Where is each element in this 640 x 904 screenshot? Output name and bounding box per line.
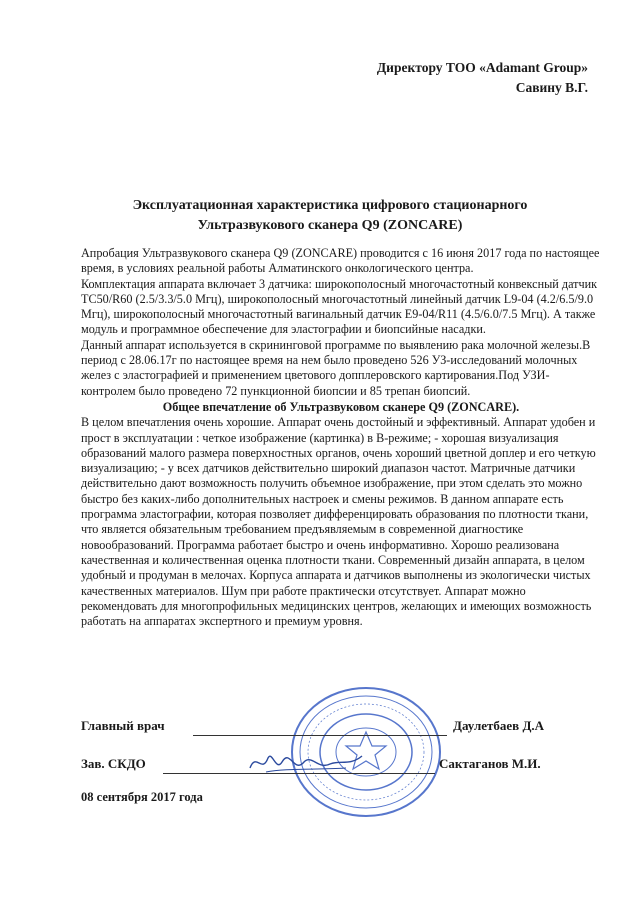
subheading-impression: Общее впечатление об Ультразвуковом сканере Q9 (ZONCARE). [162, 399, 520, 414]
signature-row-head [81, 756, 581, 776]
paragraph-usage: Данный аппарат используется в скрининговой программе по выявлению рака молочной железы.В период с 28.06.17г по настоящее время на нем было проведено 526 УЗ-исследований молочных желез с эластографией и применением цветового допплеровского картирования.Под УЗИ-контролем было проведено 72 пункционной биопсии и 85 трепан биопсий. [81, 337, 591, 398]
signature-line [193, 735, 447, 736]
signature-name: Даулетбаев Д.А [453, 718, 545, 733]
document-title [60, 196, 600, 236]
signature-line [163, 773, 435, 774]
title-line-1: Эксплуатационная характеристика цифрового стационарного [132, 198, 528, 213]
paragraph-configuration: Комплектация аппарата включает 3 датчика: широкополосный многочастотный конвексный датчик TC50/R60 (2.5/3.3/5.0 Мгц), широкополосный многочастотный линейный датчик L9-04 (4.2/6.5/9.0 Мгц), широкополосный многочастотный вагинальный датчик E9-04/R11 (4.5/6.0/7.5 Мгц). А также модуль и программное обеспечение для эластографии и биопсийные насадки. [81, 276, 598, 337]
signature-role: Зав. СКДО [81, 756, 146, 771]
addressee-line-1: Директору ТОО «Adamant Group» [376, 60, 588, 75]
signature-role: Главный врач [81, 718, 165, 733]
addressee-block [377, 58, 588, 98]
title-line-2: Ультразвукового сканера Q9 (ZONCARE) [197, 218, 463, 233]
paragraph-impression: В целом впечатления очень хорошие. Аппарат очень достойный и эффективный. Аппарат удобен и прост в эксплуатации : четкое изображение (картинка) в В-режиме; - хорошая визуализация образований малого размера поверхностных органов, очень хороший цветной доплер и его четкую визуализацию; - у всех датчиков действительно широкий диапазон частот. Матричные датчики действительно дают возможность получить объемное изображение, при этом сделать это можно быстро без каких-либо дополнительных настроек и смены режимов. В данном аппарате есть программа эластографии, которая позволяет дифференцировать образования по плотности ткани, что является обязательным требованием предъявляемым в современной диагностике новообразований. Программа работает быстро и очень информативно. Хорошо реализована качественная и количественная оценка плотности ткани. Современный дизайн аппарата, в целом удобный и продуман в мелочах. Корпуса аппарата и датчиков выполнены из экологически чистых качественных материалов. Шум при работе практически отсутствует. Аппарат можно рекомендовать для многопрофильных медицинских центров, желающих и имеющих возможность работать на аппаратах экспертного и премиум уровня. [81, 415, 596, 629]
document-date: 08 сентября 2017 года [81, 790, 203, 804]
paragraph-approbation: Апробация Ультразвукового сканера Q9 (ZONCARE) проводится с 16 июня 2017 года по настоящее время, в условиях реальной работы Алматинского онкологического центра. [81, 246, 600, 276]
addressee-line-2: Савину В.Г. [515, 80, 588, 95]
signature-name: Сактаганов М.И. [439, 756, 541, 771]
signature-row-chief [81, 718, 581, 738]
document-body [81, 246, 601, 629]
